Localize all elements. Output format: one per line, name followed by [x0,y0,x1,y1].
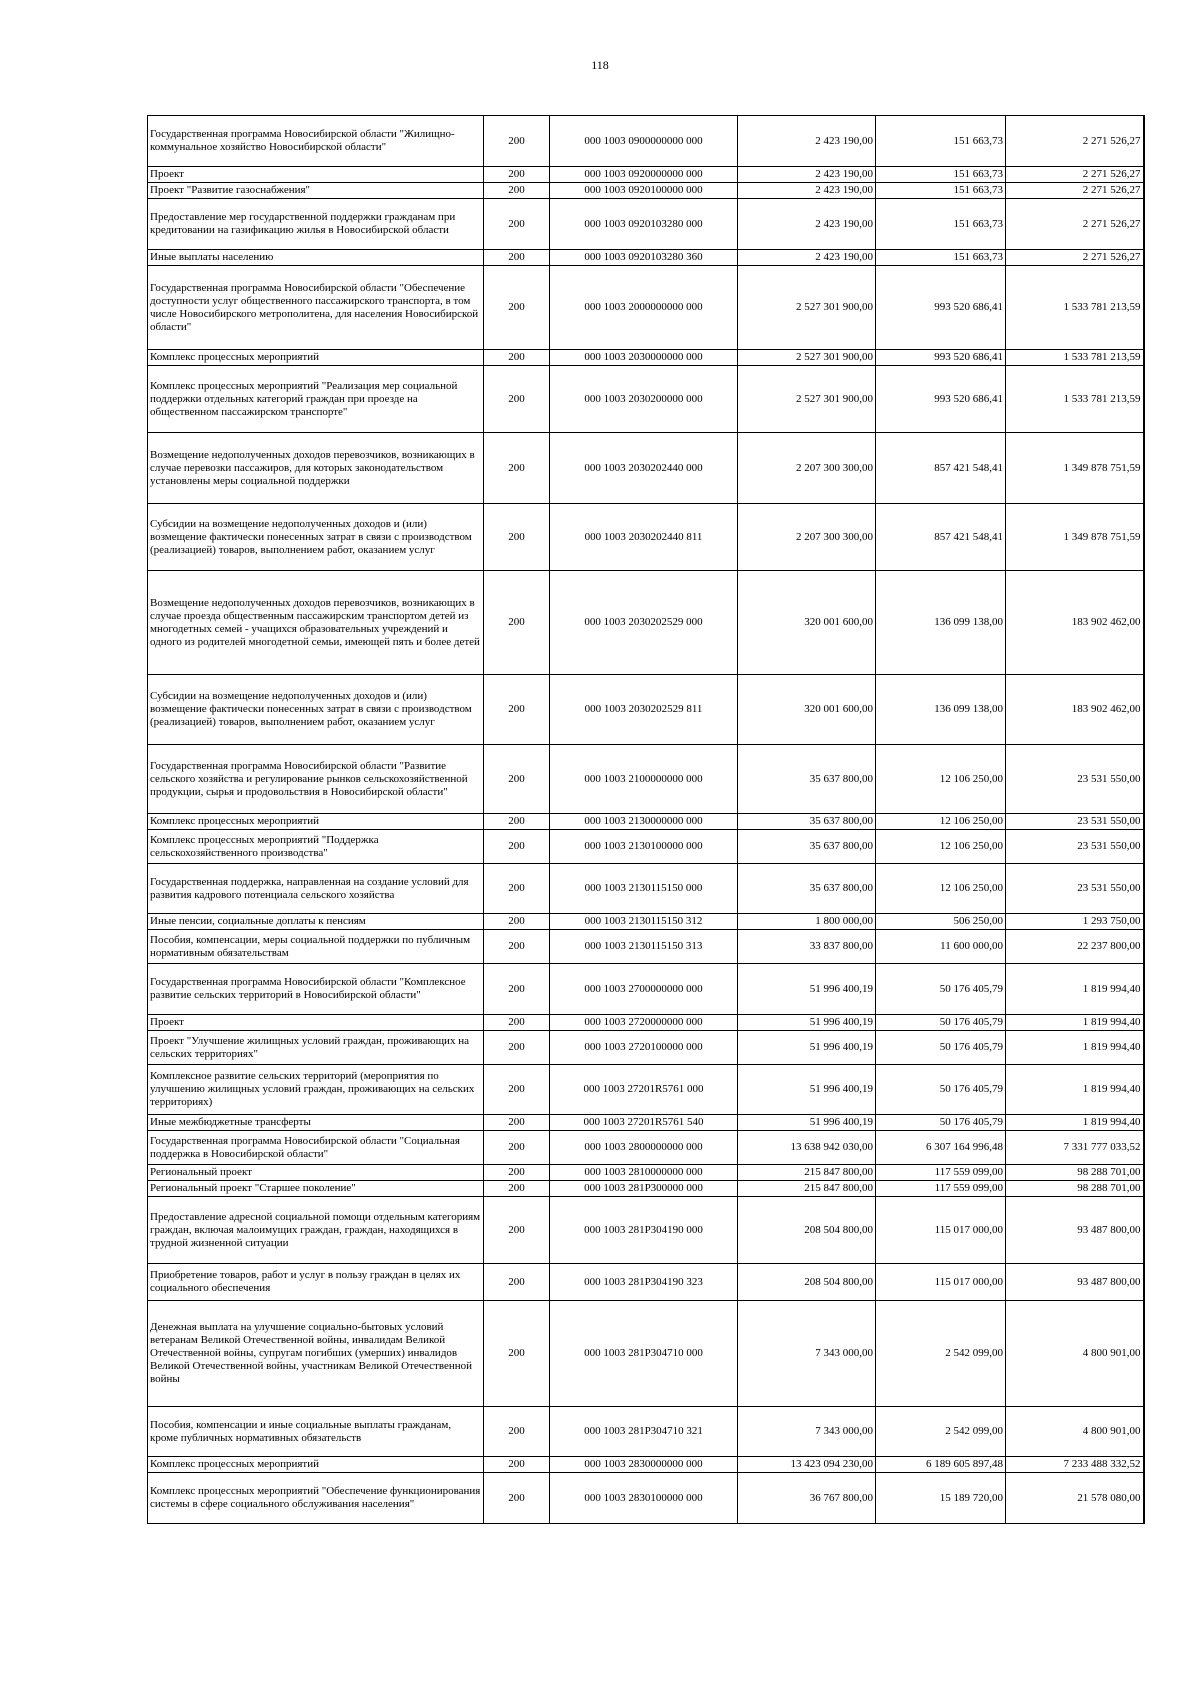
row-name-cell: Государственная программа Новосибирской области "Развитие сельского хозяйства и регулирование рынков сельскохозяйственной продукции, сырья и продовольствия в Новосибирской области" [148,745,484,814]
row-executed-cell: 136 099 138,00 [876,675,1006,745]
table-row [148,1115,1144,1131]
table-row [148,250,1144,266]
row-name-cell: Иные выплаты населению [148,250,484,266]
row-line-code-cell: 200 [484,1065,550,1115]
row-executed-cell: 993 520 686,41 [876,366,1006,433]
row-unexecuted-cell: 93 487 800,00 [1006,1197,1144,1264]
row-name-cell: Проект "Улучшение жилищных условий граждан, проживающих на сельских территориях" [148,1031,484,1065]
row-approved-cell: 36 767 800,00 [738,1473,876,1524]
row-line-code-cell: 200 [484,1407,550,1457]
row-name-cell: Денежная выплата на улучшение социально-бытовых условий ветеранам Великой Отечественной войны, инвалидам Великой Отечественной войны, супругам погибших (умерших) инвалидов Великой Отечественной войны, участникам Великой Отечественной войны [148,1301,484,1407]
row-name-cell: Государственная программа Новосибирской области "Комплексное развитие сельских территорий в Новосибирской области" [148,964,484,1015]
row-unexecuted-cell: 1 819 994,40 [1006,1031,1144,1065]
row-unexecuted-cell: 2 271 526,27 [1006,199,1144,250]
row-executed-cell: 151 663,73 [876,250,1006,266]
row-unexecuted-cell: 2 271 526,27 [1006,116,1144,167]
table-row [148,1181,1144,1197]
row-name-cell: Региональный проект "Старшее поколение" [148,1181,484,1197]
row-executed-cell: 117 559 099,00 [876,1181,1006,1197]
row-executed-cell: 115 017 000,00 [876,1197,1006,1264]
row-line-code-cell: 200 [484,745,550,814]
table-row [148,1301,1144,1407]
table-row [148,1407,1144,1457]
row-budget-code-cell: 000 1003 2100000000 000 [550,745,738,814]
table-row [148,675,1144,745]
row-budget-code-cell: 000 1003 0900000000 000 [550,116,738,167]
row-approved-cell: 208 504 800,00 [738,1264,876,1301]
row-name-cell: Возмещение недополученных доходов перевозчиков, возникающих в случае проезда общественным пассажирским транспортом детей из многодетных семей - учащихся образовательных учреждений и одного из родителей многодетной семьи, имеющей пять и более детей [148,571,484,675]
row-line-code-cell: 200 [484,167,550,183]
row-name-cell: Приобретение товаров, работ и услуг в пользу граждан в целях их социального обеспечения [148,1264,484,1301]
row-name-cell: Пособия, компенсации и иные социальные выплаты гражданам, кроме публичных нормативных обязательств [148,1407,484,1457]
table-row [148,1457,1144,1473]
row-executed-cell: 136 099 138,00 [876,571,1006,675]
row-unexecuted-cell: 1 293 750,00 [1006,914,1144,930]
row-line-code-cell: 200 [484,183,550,199]
row-name-cell: Субсидии на возмещение недополученных доходов и (или) возмещение фактически понесенных затрат в связи с производством (реализацией) товаров, выполнением работ, оказанием услуг [148,675,484,745]
row-executed-cell: 50 176 405,79 [876,1065,1006,1115]
row-approved-cell: 2 527 301 900,00 [738,366,876,433]
row-executed-cell: 857 421 548,41 [876,504,1006,571]
row-unexecuted-cell: 4 800 901,00 [1006,1301,1144,1407]
row-line-code-cell: 200 [484,1457,550,1473]
row-line-code-cell: 200 [484,814,550,830]
row-line-code-cell: 200 [484,1131,550,1165]
row-unexecuted-cell: 23 531 550,00 [1006,830,1144,864]
row-executed-cell: 151 663,73 [876,199,1006,250]
row-line-code-cell: 200 [484,1031,550,1065]
row-approved-cell: 51 996 400,19 [738,1031,876,1065]
row-line-code-cell: 200 [484,1165,550,1181]
row-approved-cell: 215 847 800,00 [738,1165,876,1181]
budget-table [147,115,1145,1524]
row-unexecuted-cell: 23 531 550,00 [1006,745,1144,814]
row-name-cell: Государственная программа Новосибирской области "Социальная поддержка в Новосибирской области" [148,1131,484,1165]
row-unexecuted-cell: 1 533 781 213,59 [1006,266,1144,350]
row-name-cell: Проект [148,167,484,183]
row-executed-cell: 506 250,00 [876,914,1006,930]
row-name-cell: Проект "Развитие газоснабжения" [148,183,484,199]
table-row [148,433,1144,504]
row-line-code-cell: 200 [484,1115,550,1131]
row-unexecuted-cell: 98 288 701,00 [1006,1181,1144,1197]
row-budget-code-cell: 000 1003 2130100000 000 [550,830,738,864]
row-approved-cell: 2 423 190,00 [738,167,876,183]
row-budget-code-cell: 000 1003 2030202440 811 [550,504,738,571]
table-row [148,199,1144,250]
row-executed-cell: 117 559 099,00 [876,1165,1006,1181]
row-line-code-cell: 200 [484,366,550,433]
row-executed-cell: 50 176 405,79 [876,1015,1006,1031]
row-executed-cell: 50 176 405,79 [876,1115,1006,1131]
table-row [148,930,1144,964]
row-budget-code-cell: 000 1003 27201R5761 540 [550,1115,738,1131]
row-approved-cell: 208 504 800,00 [738,1197,876,1264]
row-name-cell: Государственная поддержка, направленная на создание условий для развития кадрового потенциала сельского хозяйства [148,864,484,914]
row-name-cell: Комплекс процессных мероприятий "Поддержка сельскохозяйственного производства" [148,830,484,864]
row-budget-code-cell: 000 1003 0920100000 000 [550,183,738,199]
row-budget-code-cell: 000 1003 2700000000 000 [550,964,738,1015]
row-line-code-cell: 200 [484,1301,550,1407]
row-unexecuted-cell: 1 533 781 213,59 [1006,350,1144,366]
row-budget-code-cell: 000 1003 2130115150 313 [550,930,738,964]
row-executed-cell: 2 542 099,00 [876,1301,1006,1407]
row-approved-cell: 2 527 301 900,00 [738,266,876,350]
row-name-cell: Пособия, компенсации, меры социальной поддержки по публичным нормативным обязательствам [148,930,484,964]
row-executed-cell: 993 520 686,41 [876,350,1006,366]
table-row [148,745,1144,814]
table-row [148,504,1144,571]
row-name-cell: Государственная программа Новосибирской области "Жилищно-коммунальное хозяйство Новосибирской области" [148,116,484,167]
table-row [148,366,1144,433]
row-line-code-cell: 200 [484,1473,550,1524]
row-unexecuted-cell: 1 349 878 751,59 [1006,433,1144,504]
row-executed-cell: 6 307 164 996,48 [876,1131,1006,1165]
row-budget-code-cell: 000 1003 0920103280 360 [550,250,738,266]
row-budget-code-cell: 000 1003 2720100000 000 [550,1031,738,1065]
row-name-cell: Иные пенсии, социальные доплаты к пенсиям [148,914,484,930]
row-approved-cell: 2 423 190,00 [738,250,876,266]
row-unexecuted-cell: 1 819 994,40 [1006,1015,1144,1031]
row-budget-code-cell: 000 1003 2030202529 000 [550,571,738,675]
row-line-code-cell: 200 [484,675,550,745]
row-name-cell: Возмещение недополученных доходов перевозчиков, возникающих в случае перевозки пассажиров, для которых законодательством установлены меры социальной поддержки [148,433,484,504]
row-unexecuted-cell: 1 819 994,40 [1006,1065,1144,1115]
row-budget-code-cell: 000 1003 2720000000 000 [550,1015,738,1031]
row-unexecuted-cell: 1 819 994,40 [1006,964,1144,1015]
row-executed-cell: 857 421 548,41 [876,433,1006,504]
table-row [148,1065,1144,1115]
row-executed-cell: 151 663,73 [876,167,1006,183]
row-line-code-cell: 200 [484,914,550,930]
row-unexecuted-cell: 23 531 550,00 [1006,814,1144,830]
row-approved-cell: 13 423 094 230,00 [738,1457,876,1473]
table-row [148,964,1144,1015]
row-name-cell: Комплекс процессных мероприятий [148,350,484,366]
row-executed-cell: 151 663,73 [876,116,1006,167]
row-unexecuted-cell: 23 531 550,00 [1006,864,1144,914]
row-unexecuted-cell: 22 237 800,00 [1006,930,1144,964]
row-line-code-cell: 200 [484,250,550,266]
row-approved-cell: 35 637 800,00 [738,830,876,864]
row-approved-cell: 215 847 800,00 [738,1181,876,1197]
row-name-cell: Предоставление мер государственной поддержки гражданам при кредитовании на газификацию жилья в Новосибирской области [148,199,484,250]
row-approved-cell: 13 638 942 030,00 [738,1131,876,1165]
row-line-code-cell: 200 [484,864,550,914]
row-budget-code-cell: 000 1003 2830000000 000 [550,1457,738,1473]
row-name-cell: Государственная программа Новосибирской области "Обеспечение доступности услуг общественного пассажирского транспорта, в том числе Новосибирского метрополитена, для населения Новосибирской области" [148,266,484,350]
table-row [148,1131,1144,1165]
row-name-cell: Комплекс процессных мероприятий "Реализация мер социальной поддержки отдельных категорий граждан при проезде на общественном пассажирском транспорте" [148,366,484,433]
row-approved-cell: 320 001 600,00 [738,675,876,745]
row-unexecuted-cell: 2 271 526,27 [1006,183,1144,199]
row-line-code-cell: 200 [484,433,550,504]
row-unexecuted-cell: 2 271 526,27 [1006,250,1144,266]
row-budget-code-cell: 000 1003 2800000000 000 [550,1131,738,1165]
row-budget-code-cell: 000 1003 281P304190 323 [550,1264,738,1301]
row-line-code-cell: 200 [484,504,550,571]
row-line-code-cell: 200 [484,1015,550,1031]
row-unexecuted-cell: 1 349 878 751,59 [1006,504,1144,571]
row-unexecuted-cell: 1 533 781 213,59 [1006,366,1144,433]
row-executed-cell: 993 520 686,41 [876,266,1006,350]
row-executed-cell: 115 017 000,00 [876,1264,1006,1301]
row-name-cell: Предоставление адресной социальной помощи отдельным категориям граждан, включая малоимущих граждан, граждан, находящихся в трудной жизненной ситуации [148,1197,484,1264]
row-name-cell: Иные межбюджетные трансферты [148,1115,484,1131]
row-budget-code-cell: 000 1003 0920000000 000 [550,167,738,183]
row-line-code-cell: 200 [484,116,550,167]
row-executed-cell: 50 176 405,79 [876,1031,1006,1065]
row-approved-cell: 2 423 190,00 [738,183,876,199]
row-name-cell: Комплексное развитие сельских территорий (мероприятия по улучшению жилищных условий граждан, проживающих на сельских территориях) [148,1065,484,1115]
row-executed-cell: 11 600 000,00 [876,930,1006,964]
row-executed-cell: 2 542 099,00 [876,1407,1006,1457]
row-executed-cell: 12 106 250,00 [876,864,1006,914]
row-budget-code-cell: 000 1003 2830100000 000 [550,1473,738,1524]
row-budget-code-cell: 000 1003 2030202440 000 [550,433,738,504]
row-name-cell: Региональный проект [148,1165,484,1181]
table-row [148,864,1144,914]
row-budget-code-cell: 000 1003 281P304710 000 [550,1301,738,1407]
row-budget-code-cell: 000 1003 281P300000 000 [550,1181,738,1197]
row-name-cell: Субсидии на возмещение недополученных доходов и (или) возмещение фактически понесенных затрат в связи с производством (реализацией) товаров, выполнением работ, оказанием услуг [148,504,484,571]
row-line-code-cell: 200 [484,964,550,1015]
row-line-code-cell: 200 [484,1197,550,1264]
row-budget-code-cell: 000 1003 2130115150 000 [550,864,738,914]
row-approved-cell: 35 637 800,00 [738,864,876,914]
table-row [148,1015,1144,1031]
row-approved-cell: 51 996 400,19 [738,964,876,1015]
row-line-code-cell: 200 [484,266,550,350]
table-row [148,1165,1144,1181]
row-approved-cell: 35 637 800,00 [738,745,876,814]
row-executed-cell: 12 106 250,00 [876,745,1006,814]
table-row [148,116,1144,167]
row-budget-code-cell: 000 1003 2130000000 000 [550,814,738,830]
row-budget-code-cell: 000 1003 2000000000 000 [550,266,738,350]
row-approved-cell: 2 527 301 900,00 [738,350,876,366]
row-approved-cell: 320 001 600,00 [738,571,876,675]
row-executed-cell: 12 106 250,00 [876,814,1006,830]
table-row [148,1473,1144,1524]
table-row [148,571,1144,675]
row-unexecuted-cell: 183 902 462,00 [1006,675,1144,745]
row-budget-code-cell: 000 1003 2030200000 000 [550,366,738,433]
table-row [148,1197,1144,1264]
table-row [148,914,1144,930]
row-line-code-cell: 200 [484,930,550,964]
row-name-cell: Комплекс процессных мероприятий [148,1457,484,1473]
table-row [148,1264,1144,1301]
row-unexecuted-cell: 2 271 526,27 [1006,167,1144,183]
row-approved-cell: 51 996 400,19 [738,1015,876,1031]
row-executed-cell: 50 176 405,79 [876,964,1006,1015]
row-unexecuted-cell: 4 800 901,00 [1006,1407,1144,1457]
row-approved-cell: 7 343 000,00 [738,1407,876,1457]
row-line-code-cell: 200 [484,350,550,366]
row-approved-cell: 7 343 000,00 [738,1301,876,1407]
row-approved-cell: 1 800 000,00 [738,914,876,930]
row-budget-code-cell: 000 1003 281P304190 000 [550,1197,738,1264]
budget-table-body [148,116,1144,1524]
row-name-cell: Комплекс процессных мероприятий "Обеспечение функционирования системы в сфере социального обслуживания населения" [148,1473,484,1524]
row-budget-code-cell: 000 1003 2030202529 811 [550,675,738,745]
row-approved-cell: 2 423 190,00 [738,199,876,250]
row-name-cell: Комплекс процессных мероприятий [148,814,484,830]
row-executed-cell: 151 663,73 [876,183,1006,199]
row-approved-cell: 51 996 400,19 [738,1115,876,1131]
row-line-code-cell: 200 [484,199,550,250]
row-approved-cell: 35 637 800,00 [738,814,876,830]
table-row [148,167,1144,183]
row-executed-cell: 12 106 250,00 [876,830,1006,864]
table-row [148,1031,1144,1065]
row-approved-cell: 51 996 400,19 [738,1065,876,1115]
row-unexecuted-cell: 98 288 701,00 [1006,1165,1144,1181]
row-approved-cell: 2 423 190,00 [738,116,876,167]
row-line-code-cell: 200 [484,1264,550,1301]
row-line-code-cell: 200 [484,571,550,675]
row-approved-cell: 33 837 800,00 [738,930,876,964]
table-row [148,814,1144,830]
row-budget-code-cell: 000 1003 2030000000 000 [550,350,738,366]
row-unexecuted-cell: 1 819 994,40 [1006,1115,1144,1131]
row-name-cell: Проект [148,1015,484,1031]
row-budget-code-cell: 000 1003 27201R5761 000 [550,1065,738,1115]
table-row [148,350,1144,366]
row-line-code-cell: 200 [484,1181,550,1197]
row-budget-code-cell: 000 1003 2130115150 312 [550,914,738,930]
row-line-code-cell: 200 [484,830,550,864]
table-row [148,266,1144,350]
row-unexecuted-cell: 7 331 777 033,52 [1006,1131,1144,1165]
row-budget-code-cell: 000 1003 281P304710 321 [550,1407,738,1457]
row-approved-cell: 2 207 300 300,00 [738,504,876,571]
row-budget-code-cell: 000 1003 0920103280 000 [550,199,738,250]
row-budget-code-cell: 000 1003 2810000000 000 [550,1165,738,1181]
row-approved-cell: 2 207 300 300,00 [738,433,876,504]
page-number: 118 [591,58,609,72]
row-unexecuted-cell: 183 902 462,00 [1006,571,1144,675]
row-executed-cell: 15 189 720,00 [876,1473,1006,1524]
table-row [148,830,1144,864]
row-executed-cell: 6 189 605 897,48 [876,1457,1006,1473]
table-row [148,183,1144,199]
row-unexecuted-cell: 7 233 488 332,52 [1006,1457,1144,1473]
row-unexecuted-cell: 93 487 800,00 [1006,1264,1144,1301]
row-unexecuted-cell: 21 578 080,00 [1006,1473,1144,1524]
